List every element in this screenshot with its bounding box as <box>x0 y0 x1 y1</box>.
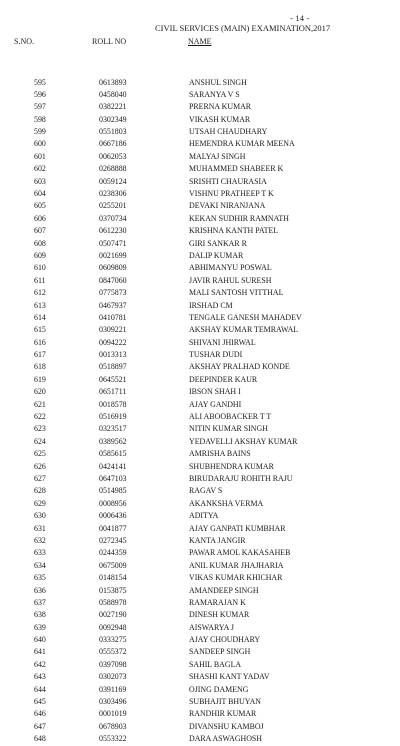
table-row <box>0 461 400 473</box>
candidate-name: ANIL KUMAR JHAJHARIA <box>189 560 284 570</box>
column-header-sno: S.NO. <box>14 37 35 46</box>
candidate-name: VIKASH KUMAR <box>189 114 251 124</box>
serial-number: 642 <box>34 659 46 669</box>
serial-number: 596 <box>34 89 46 99</box>
serial-number: 628 <box>34 486 46 496</box>
serial-number: 618 <box>34 362 46 372</box>
roll-number: 0410781 <box>99 312 127 322</box>
table-row <box>0 386 400 398</box>
candidate-name: MALYAJ SINGH <box>189 151 246 161</box>
candidate-name: IRSHAD CM <box>189 300 233 310</box>
candidate-name: SHASHI KANT YADAV <box>189 672 270 682</box>
serial-number: 623 <box>34 424 46 434</box>
roll-number: 0585615 <box>99 449 127 459</box>
candidate-name: AISWARYA J <box>189 622 234 632</box>
candidate-name: ANSHUL SINGH <box>189 77 247 87</box>
candidate-name: DALIP KUMAR <box>189 250 244 260</box>
roll-number: 0397098 <box>99 659 127 669</box>
roll-number: 0645521 <box>99 374 127 384</box>
table-row <box>0 671 400 683</box>
roll-number: 0389562 <box>99 436 127 446</box>
roll-number: 0507471 <box>99 238 127 248</box>
roll-number: 0588978 <box>99 597 127 607</box>
table-row <box>0 547 400 559</box>
table-row <box>0 213 400 225</box>
table-row <box>0 634 400 646</box>
table-row <box>0 609 400 621</box>
exam-title: CIVIL SERVICES (MAIN) EXAMINATION,2017 <box>155 23 331 33</box>
roll-number: 0612230 <box>99 226 127 236</box>
candidate-name: SUBHAJIT BHUYAN <box>189 697 261 707</box>
candidate-name: DARA ASWAGHOSH <box>189 734 262 744</box>
serial-number: 634 <box>34 560 46 570</box>
roll-number: 0041877 <box>99 523 127 533</box>
roll-number: 0094222 <box>99 337 127 347</box>
serial-number: 605 <box>34 201 46 211</box>
roll-number: 0391169 <box>99 684 127 694</box>
serial-number: 599 <box>34 127 46 137</box>
serial-number: 638 <box>34 610 46 620</box>
serial-number: 626 <box>34 461 46 471</box>
candidate-name: HEMENDRA KUMAR MEENA <box>189 139 295 149</box>
table-row <box>0 361 400 373</box>
roll-number: 0323517 <box>99 424 127 434</box>
candidate-name: TENGALE GANESH MAHADEV <box>189 312 302 322</box>
table-row <box>0 188 400 200</box>
serial-number: 610 <box>34 263 46 273</box>
roll-number: 0382221 <box>99 102 127 112</box>
table-row <box>0 485 400 497</box>
serial-number: 643 <box>34 672 46 682</box>
table-row <box>0 498 400 510</box>
roll-number: 0555372 <box>99 647 127 657</box>
serial-number: 598 <box>34 114 46 124</box>
serial-number: 604 <box>34 189 46 199</box>
table-row <box>0 101 400 113</box>
table-row <box>0 597 400 609</box>
candidate-name: AJAY GANPATI KUMBHAR <box>189 523 286 533</box>
table-row <box>0 696 400 708</box>
table-row <box>0 200 400 212</box>
serial-number: 632 <box>34 535 46 545</box>
candidate-name: IBSON SHAH I <box>189 387 241 397</box>
candidate-name: NITIN KUMAR SINGH <box>189 424 268 434</box>
table-row <box>0 473 400 485</box>
table-row <box>0 300 400 312</box>
serial-number: 621 <box>34 399 46 409</box>
table-row <box>0 622 400 634</box>
table-row <box>0 572 400 584</box>
table-row <box>0 733 400 745</box>
table-row <box>0 225 400 237</box>
serial-number: 613 <box>34 300 46 310</box>
candidate-name: RANDHIR KUMAR <box>189 709 257 719</box>
roll-number: 0272345 <box>99 535 127 545</box>
table-row <box>0 436 400 448</box>
table-row <box>0 250 400 262</box>
serial-number: 601 <box>34 151 46 161</box>
roll-number: 0467937 <box>99 300 127 310</box>
serial-number: 614 <box>34 312 46 322</box>
table-row <box>0 659 400 671</box>
roll-number: 0678903 <box>99 721 127 731</box>
roll-number: 0255201 <box>99 201 127 211</box>
candidate-name: RAMARAJAN K <box>189 597 246 607</box>
candidate-name: PRERNA KUMAR <box>189 102 252 112</box>
column-header-name: NAME <box>188 37 212 46</box>
candidate-name: SAHIL BAGLA <box>189 659 242 669</box>
column-header-roll-no: ROLL NO <box>92 37 127 46</box>
serial-number: 597 <box>34 102 46 112</box>
roll-number: 0244359 <box>99 548 127 558</box>
candidate-name: AJAY CHOUDHARY <box>189 635 261 645</box>
table-row <box>0 560 400 572</box>
serial-number: 636 <box>34 585 46 595</box>
serial-number: 627 <box>34 474 46 483</box>
candidate-name: SRISHTI CHAURASIA <box>189 176 267 186</box>
serial-number: 616 <box>34 337 46 347</box>
roll-number: 0027190 <box>99 610 127 620</box>
roll-number: 0847060 <box>99 275 127 285</box>
candidate-name: KANTA JANGIR <box>189 535 246 545</box>
table-row <box>0 77 400 89</box>
serial-number: 637 <box>34 597 46 607</box>
candidate-name: DEVAKI NIRANJANA <box>189 201 266 211</box>
table-row <box>0 423 400 435</box>
serial-number: 615 <box>34 325 46 335</box>
roll-number: 0518897 <box>99 362 127 372</box>
table-row <box>0 535 400 547</box>
candidate-name: SHIVANI JHIRWAL <box>189 337 256 347</box>
results-table <box>0 77 400 746</box>
roll-number: 0148154 <box>99 573 127 583</box>
serial-number: 647 <box>34 721 46 731</box>
serial-number: 622 <box>34 412 46 422</box>
table-row <box>0 312 400 324</box>
roll-number: 0651711 <box>99 387 127 397</box>
serial-number: 633 <box>34 548 46 558</box>
candidate-name: AMANDEEP SINGH <box>189 585 259 595</box>
candidate-name: ALI ABOOBACKER T T <box>189 412 272 422</box>
candidate-name: RAGAV S <box>189 486 223 496</box>
table-row <box>0 138 400 150</box>
roll-number: 0302073 <box>99 672 127 682</box>
serial-number: 607 <box>34 226 46 236</box>
candidate-name: SARANYA V S <box>189 89 240 99</box>
table-row <box>0 238 400 250</box>
roll-number: 0006436 <box>99 511 127 521</box>
roll-number: 0553322 <box>99 734 127 744</box>
table-row <box>0 374 400 386</box>
candidate-name: VISHNU PRATHEEP T K <box>189 189 274 199</box>
serial-number: 602 <box>34 164 46 174</box>
candidate-name: SANDEEP SINGH <box>189 647 251 657</box>
roll-number: 0516919 <box>99 412 127 422</box>
roll-number: 0008956 <box>99 498 127 508</box>
table-row <box>0 262 400 274</box>
table-row <box>0 708 400 720</box>
candidate-name: YEDAVELLI AKSHAY KUMAR <box>189 436 298 446</box>
roll-number: 0059124 <box>99 176 127 186</box>
roll-number: 0062053 <box>99 151 127 161</box>
candidate-name: AKANKSHA VERMA <box>189 498 264 508</box>
candidate-name: AJAY GANDHI <box>189 399 242 409</box>
table-row <box>0 448 400 460</box>
candidate-name: KRISHNA KANTH PATEL <box>189 226 279 236</box>
table-row <box>0 126 400 138</box>
candidate-name: DINESH KUMAR <box>189 610 250 620</box>
serial-number: 609 <box>34 250 46 260</box>
roll-number: 0514985 <box>99 486 127 496</box>
roll-number: 0153875 <box>99 585 127 595</box>
table-row <box>0 646 400 658</box>
table-row <box>0 337 400 349</box>
roll-number: 0775873 <box>99 288 127 298</box>
serial-number: 625 <box>34 449 46 459</box>
serial-number: 608 <box>34 238 46 248</box>
table-row <box>0 510 400 522</box>
serial-number: 648 <box>34 734 46 744</box>
candidate-name: ABHIMANYU POSWAL <box>189 263 272 273</box>
roll-number: 0675009 <box>99 560 127 570</box>
roll-number: 0667186 <box>99 139 127 149</box>
serial-number: 646 <box>34 709 46 719</box>
candidate-name: MUHAMMED SHABEER K <box>189 164 284 174</box>
roll-number: 0609809 <box>99 263 127 273</box>
table-row <box>0 523 400 535</box>
page-number: - 14 - <box>290 13 310 23</box>
serial-number: 645 <box>34 697 46 707</box>
table-row <box>0 585 400 597</box>
serial-number: 611 <box>34 275 46 285</box>
candidate-name: UTSAH CHAUDHARY <box>189 127 268 137</box>
roll-number: 0092948 <box>99 622 127 632</box>
roll-number: 0238306 <box>99 189 127 199</box>
roll-number: 0424141 <box>99 461 127 471</box>
candidate-name: JAVIR RAHUL SURESH <box>189 275 272 285</box>
serial-number: 641 <box>34 647 46 657</box>
candidate-name: OJING DAMENG <box>189 684 249 694</box>
table-row <box>0 176 400 188</box>
roll-number: 0333275 <box>99 635 127 645</box>
serial-number: 640 <box>34 635 46 645</box>
candidate-name: AKSHAY PRALHAD KONDE <box>189 362 290 372</box>
roll-number: 0551803 <box>99 127 127 137</box>
candidate-name: TUSHAR DUDI <box>189 350 243 360</box>
roll-number: 0647103 <box>99 474 127 483</box>
serial-number: 617 <box>34 350 46 360</box>
candidate-name: SHUBHENDRA KUMAR <box>189 461 274 471</box>
roll-number: 0309221 <box>99 325 127 335</box>
table-row <box>0 684 400 696</box>
table-row <box>0 324 400 336</box>
roll-number: 0613893 <box>99 77 127 87</box>
serial-number: 600 <box>34 139 46 149</box>
candidate-name: DIVANSHU KAMBOJ <box>189 721 264 731</box>
serial-number: 612 <box>34 288 46 298</box>
serial-number: 620 <box>34 387 46 397</box>
candidate-name: KEKAN SUDHIR RAMNATH <box>189 213 289 223</box>
serial-number: 630 <box>34 511 46 521</box>
roll-number: 0303496 <box>99 697 127 707</box>
serial-number: 624 <box>34 436 46 446</box>
candidate-name: GIRI SANKAR R <box>189 238 247 248</box>
roll-number: 0018578 <box>99 399 127 409</box>
serial-number: 631 <box>34 523 46 533</box>
roll-number: 0001019 <box>99 709 127 719</box>
roll-number: 0013313 <box>99 350 127 360</box>
serial-number: 635 <box>34 573 46 583</box>
roll-number: 0370734 <box>99 213 127 223</box>
roll-number: 0268888 <box>99 164 127 174</box>
roll-number: 0021699 <box>99 250 127 260</box>
table-row <box>0 721 400 733</box>
table-row <box>0 275 400 287</box>
serial-number: 606 <box>34 213 46 223</box>
serial-number: 644 <box>34 684 46 694</box>
table-row <box>0 151 400 163</box>
candidate-name: AMRISHA BAINS <box>189 449 251 459</box>
table-row <box>0 411 400 423</box>
table-row <box>0 163 400 175</box>
candidate-name: ADITYA <box>189 511 219 521</box>
serial-number: 595 <box>34 77 46 87</box>
candidate-name: MALI SANTOSH VITTHAL <box>189 288 284 298</box>
candidate-name: AKSHAY KUMAR TEMRAWAL <box>189 325 299 335</box>
serial-number: 639 <box>34 622 46 632</box>
candidate-name: VIKAS KUMAR KHICHAR <box>189 573 283 583</box>
serial-number: 603 <box>34 176 46 186</box>
roll-number: 0458040 <box>99 89 127 99</box>
roll-number: 0302349 <box>99 114 127 124</box>
candidate-name: BIRUDARAJU ROHITH RAJU <box>189 474 293 483</box>
table-row <box>0 399 400 411</box>
serial-number: 619 <box>34 374 46 384</box>
table-row <box>0 89 400 101</box>
candidate-name: DEEPINDER KAUR <box>189 374 258 384</box>
candidate-name: PAWAR AMOL KAKASAHEB <box>189 548 291 558</box>
table-row <box>0 114 400 126</box>
table-row <box>0 349 400 361</box>
table-row <box>0 287 400 299</box>
serial-number: 629 <box>34 498 46 508</box>
